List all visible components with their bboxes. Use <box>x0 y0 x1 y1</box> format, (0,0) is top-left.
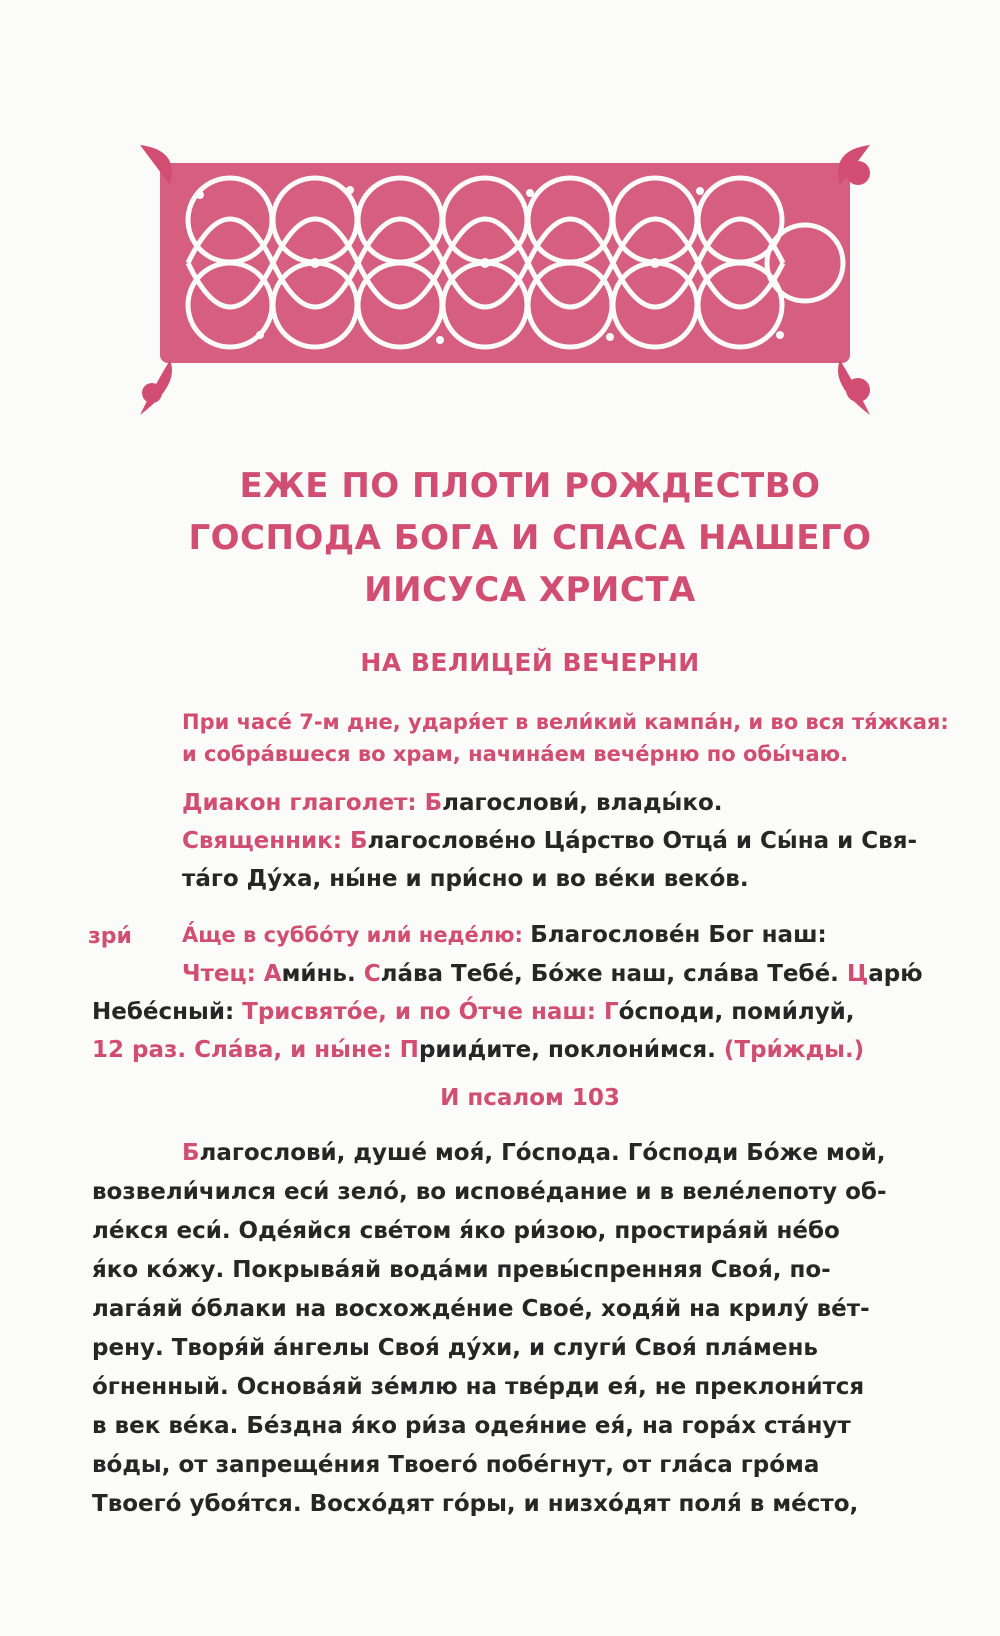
initial-letter: Б <box>424 790 443 816</box>
psalm-line: во́ды, от запреще́ния Твоего́ побе́гнут, от гла́са гро́ма <box>92 1452 820 1478</box>
liturgical-text: Небе́сный: <box>92 999 243 1025</box>
psalm-line: ле́кся еси́. Оде́яйся све́том я́ко ри́зою, простира́яй не́бо <box>92 1218 840 1244</box>
margin-note: зри́ <box>88 924 132 949</box>
speaker-label: Священник: <box>182 828 350 854</box>
rubric-text: 12 раз. Сла́ва, и ны́не: П <box>92 1037 419 1063</box>
knotwork-headpiece-ornament <box>140 145 870 425</box>
psalm-line: возвели́чился еси́ зело́, во испове́дание и в веле́лепоту об- <box>92 1179 887 1205</box>
liturgical-text: лагослови́, влады́ко. <box>442 790 723 816</box>
psalm-line <box>182 1140 886 1166</box>
psalm-line: я́ко ко́жу. Покрыва́яй вода́ми превы́спренняя Своя́, по- <box>92 1257 831 1283</box>
liturgical-text: Благослове́н Бог наш: <box>530 922 827 948</box>
priest-line-cont: та́го Ду́ха, ны́не и при́сно и во ве́ки веко́в. <box>182 866 749 892</box>
rubric-text: Трисвято́е, и по О́ <box>242 999 479 1025</box>
liturgical-text: о́споди, поми́луй, <box>618 999 855 1025</box>
reader-line <box>92 999 855 1025</box>
speaker-label: Чтец: <box>182 961 264 987</box>
initial-letter: Б <box>349 828 368 854</box>
initial-letter: А <box>263 961 282 987</box>
psalm-line: в век ве́ка. Бе́здна я́ко ри́за одея́ние ея́, на гора́х ста́нут <box>92 1413 851 1439</box>
saturday-line <box>182 922 827 948</box>
rubric-line: и собра́вшеся во храм, начина́ем вече́рню по обы́чаю. <box>182 742 849 766</box>
section-subtitle: НА ВЕЛИЦЕЙ ВЕЧЕРНИ <box>360 648 700 677</box>
rubric-text: тче наш: <box>478 999 605 1025</box>
title-line: ЕЖЕ ПО ПЛОТИ РОЖДЕСТВО <box>239 466 821 506</box>
title-line: ИИСУСА ХРИСТА <box>364 570 696 610</box>
reader-line <box>182 961 923 987</box>
initial-letter: Б <box>182 1140 200 1166</box>
rubric-text: (Три́жды.) <box>723 1037 865 1063</box>
initial-letter: Ц <box>846 961 869 987</box>
priest-line <box>182 828 917 854</box>
liturgical-text: ми́нь. <box>281 961 364 987</box>
page-title <box>180 460 880 616</box>
psalm-text: лагослови́, душе́ моя́, Го́спода. Го́споди Бо́же мой, <box>199 1140 886 1166</box>
rubric-text: А́ще в суббо́ту или́ неде́лю: <box>182 923 531 947</box>
liturgical-text: риид́ите, поклони́мся. <box>418 1037 724 1063</box>
liturgical-text: ла́ва Тебе́, Бо́же наш, сла́ва Тебе́. <box>380 961 847 987</box>
initial-letter: Г <box>604 999 619 1025</box>
liturgical-text: лагослове́но Ца́рство Отца́ и Сы́на и Свя- <box>367 828 918 854</box>
psalm-line: рену. Творя́й а́нгелы Своя́ ду́хи, и слуги́ Своя́ пла́мень <box>92 1335 818 1361</box>
title-line: ГОСПОДА БОГА И СПАСА НАШЕГО <box>188 518 872 558</box>
liturgical-text: арю́ <box>868 961 923 987</box>
rubric-line: При часе́ 7-м дне, ударя́ет в вели́кий кампа́н, и во вся тя́жкая: <box>182 710 949 734</box>
psalm-line: Твоего́ убоя́тся. Восхо́дят го́ры, и низхо́дят поля́ в ме́сто, <box>92 1491 859 1517</box>
reader-line <box>92 1037 864 1063</box>
psalm-heading: И псалом 103 <box>440 1085 620 1111</box>
speaker-label: Диакон глаголет: <box>182 790 425 816</box>
psalm-line: лага́яй о́блаки на восхожде́ние Свое́, ходя́й на крилу́ ве́т- <box>92 1296 870 1322</box>
psalm-line: о́гненный. Основа́яй зе́млю на тве́рди ея́, не преклони́тся <box>92 1374 865 1400</box>
deacon-line <box>182 790 722 816</box>
initial-letter: С <box>363 961 381 987</box>
